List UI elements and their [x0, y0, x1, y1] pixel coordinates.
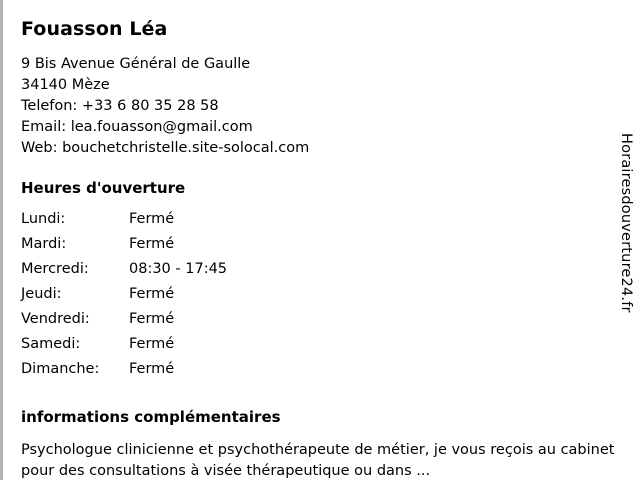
hours-day-value: Fermé	[129, 361, 175, 377]
hours-day-label: Jeudi:	[21, 286, 62, 302]
table-row	[21, 286, 227, 311]
table-row	[21, 361, 227, 386]
website-line: Web: bouchetchristelle.site-solocal.com	[21, 140, 310, 156]
hours-day-label: Vendredi:	[21, 311, 90, 327]
hours-day-value: 08:30 - 17:45	[129, 261, 228, 277]
email-line: Email: lea.fouasson@gmail.com	[21, 119, 253, 135]
hours-day-value: Fermé	[129, 311, 175, 327]
additional-info-title: informations complémentaires	[21, 408, 281, 426]
table-row	[21, 311, 227, 336]
hours-day-value: Fermé	[129, 336, 175, 352]
address-block	[21, 54, 640, 159]
opening-hours-title: Heures d'ouverture	[21, 179, 186, 197]
address-line-city: 34140 Mèze	[21, 77, 110, 93]
hours-day-value: Fermé	[129, 286, 175, 302]
table-row	[21, 336, 227, 361]
table-row	[21, 211, 227, 236]
hours-day-label: Mardi:	[21, 236, 67, 252]
phone-line: Telefon: +33 6 80 35 28 58	[21, 98, 219, 114]
hours-day-label: Dimanche:	[21, 361, 100, 377]
hours-day-label: Samedi:	[21, 336, 81, 352]
watermark-label: Horairesdouverture24.fr	[618, 133, 634, 313]
table-row	[21, 261, 227, 286]
hours-day-value: Fermé	[129, 236, 175, 252]
opening-hours-table	[21, 211, 227, 386]
table-row	[21, 236, 227, 261]
hours-day-label: Lundi:	[21, 211, 66, 227]
hours-day-label: Mercredi:	[21, 261, 89, 277]
additional-info-text: Psychologue clinicienne et psychothérapeute de métier, je vous reçois au cabinet pour des consultations à visée thérapeutique ou dans ...	[21, 442, 615, 479]
page-title: Fouasson Léa	[21, 18, 168, 40]
hours-day-value: Fermé	[129, 211, 175, 227]
address-line-street: 9 Bis Avenue Général de Gaulle	[21, 56, 251, 72]
